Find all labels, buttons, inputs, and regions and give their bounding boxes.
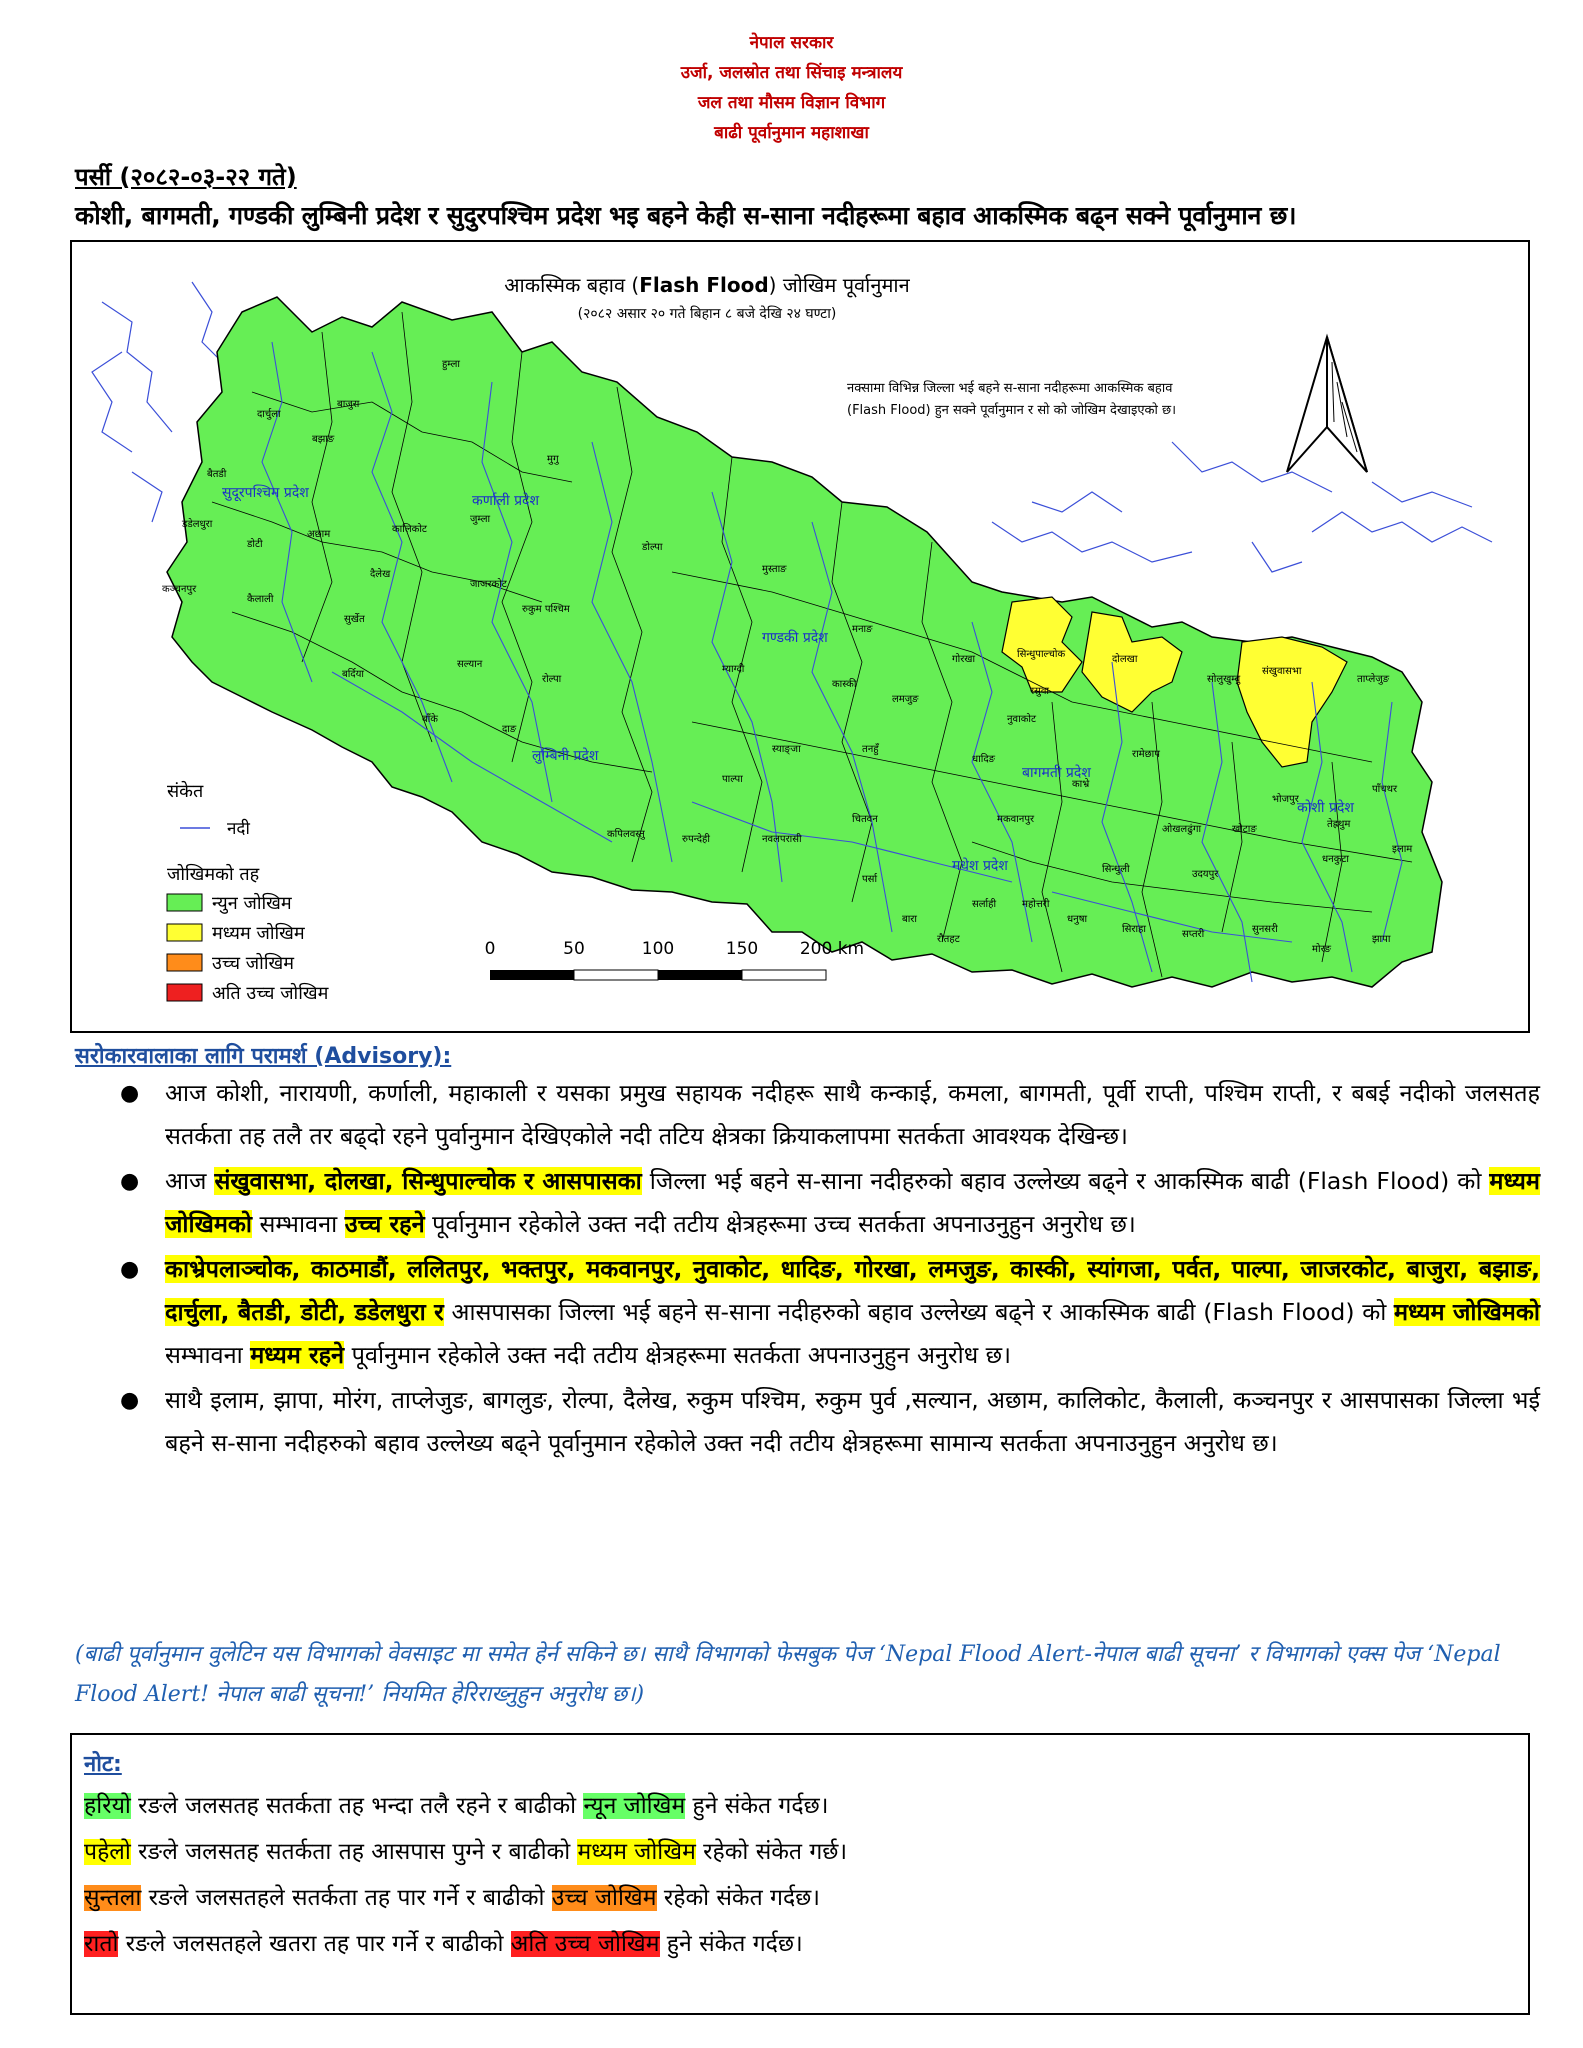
province-label: मधेश प्रदेश xyxy=(952,858,1008,874)
bullet-icon: ● xyxy=(120,1169,140,1194)
district-label: बाजुरा xyxy=(337,399,360,410)
color-note-box xyxy=(70,1733,1530,2015)
map-note-line1: नक्सामा विभिन्न जिल्ला भई बहने स-साना नदीहरूमा आकस्मिक बहाव xyxy=(847,381,1173,396)
district-label: सिन्धुली xyxy=(1102,864,1130,875)
district-label: जाजरकोट xyxy=(470,579,507,590)
district-label: बारा xyxy=(902,914,917,925)
district-label: संखुवासभा xyxy=(1262,666,1302,677)
note-line-orange: सुन्तला रङले जलसतहले सतर्कता तह पार गर्ने र बाढीको उच्च जोखिम रहेको संकेत गर्दछ। xyxy=(84,1885,821,1911)
district-label: सल्यान xyxy=(457,659,483,670)
province-label: कर्णाली प्रदेश xyxy=(472,493,539,509)
district-label: सोलुखुम्बु xyxy=(1207,674,1241,685)
district-label: मनाङ xyxy=(852,624,873,635)
scale-label: 100 xyxy=(641,939,675,959)
header-govt: नेपाल सरकार xyxy=(749,33,834,53)
highlight-districts-high: संखुवासभा, दोलखा, सिन्धुपाल्चोक र आसपासका xyxy=(214,1167,642,1195)
district-label: उदयपुर xyxy=(1192,869,1219,880)
bulletin-note: (बाढी पूर्वानुमान वुलेटिन यस विभागको वेवसाइट मा समेत हेर्न सकिने छ। साथै विभागको फेसबुक पेज ‘Nepal Flood Alert-नेपाल बाढी सूचना’ र विभागको एक्स पेज ‘Nepal Flood Alert! नेपाल बाढी सूचना!’ नियमित हेरिराख्नुहुन अनुरोध छ।) xyxy=(75,1642,1501,1707)
legend-swatch-very-high xyxy=(167,984,202,1001)
province-label: कोशी प्रदेश xyxy=(1297,800,1354,816)
district-label: मोरङ xyxy=(1312,944,1332,955)
district-label: तनहुँ xyxy=(862,744,879,755)
note-line-yellow: पहेलो रङले जलसतह सतर्कता तह आसपास पुग्ने र बाढीको मध्यम जोखिम रहेको संकेत गर्छ। xyxy=(84,1839,848,1865)
district-label: सप्तरी xyxy=(1182,929,1205,940)
map-subtitle: (२०८२ असार २० गते बिहान ८ बजे देखि २४ घण्टा) xyxy=(577,306,837,322)
district-label: खोटाङ xyxy=(1232,824,1257,835)
forecast-date: पर्सी (२०८२-०३-२२ गते) xyxy=(75,163,297,191)
forecast-summary: कोशी, बागमती, गण्डकी लुम्बिनी प्रदेश र सुदुरपश्चिम प्रदेश भइ बहने केही स-साना नदीहरूमा बहाव आकस्मिक बढ्न सक्ने पूर्वानुमान छ। xyxy=(75,201,1297,230)
district-label: रुपन्देही xyxy=(682,834,710,845)
note-line-green: हरियो रङले जलसतह सतर्कता तह भन्दा तलै रहने र बाढीको न्यून जोखिम हुने संकेत गर्दछ। xyxy=(84,1793,829,1819)
district-label: बाँके xyxy=(422,714,438,725)
district-label: म्याग्दी xyxy=(722,664,745,675)
flash-flood-map xyxy=(70,240,1530,1033)
highlight-probability: मध्यम रहने xyxy=(250,1341,345,1369)
district-label: दाङ xyxy=(502,724,517,735)
scale-label: 0 xyxy=(484,939,496,959)
district-label: दैलेख xyxy=(370,569,391,580)
district-label: धनकुटा xyxy=(1322,854,1350,865)
district-label: कालिकोट xyxy=(392,524,427,535)
highlight-districts-medium: काभ्रेपलाञ्चोक, काठमाडौं, ललितपुर, भक्तपुर, मकवानपुर, नुवाकोट, धादिङ, गोरखा, लमजुङ, कास्की, स्यांगजा, पर्वत, पाल्पा, जाजरकोट, बाजुरा, बझाङ, दार्चुला, बैतडी, डोटी, डडेलधुरा र xyxy=(165,1255,1540,1326)
district-label: धादिङ xyxy=(972,754,996,765)
map-note-line2: (Flash Flood) हुन सक्ने पूर्वानुमान र सो को जोखिम देखाइएको छ। xyxy=(847,403,1177,418)
district-label: रामेछाप xyxy=(1132,749,1160,760)
district-label: कपिलवस्तु xyxy=(607,829,645,840)
district-label: रसुवा xyxy=(1030,686,1049,697)
header-division: बाढी पूर्वानुमान महाशाखा xyxy=(714,123,869,143)
legend-swatch-high xyxy=(167,954,202,971)
district-label: दोलखा xyxy=(1112,654,1138,665)
district-label: भोजपुर xyxy=(1272,794,1299,805)
document-header xyxy=(0,28,1583,148)
district-label: चितवन xyxy=(852,814,878,825)
district-label: महोत्तरी xyxy=(1022,899,1050,910)
district-label: बैतडी xyxy=(207,469,227,480)
scale-label: 200 km xyxy=(799,939,865,959)
district-label: गोरखा xyxy=(952,654,976,665)
legend-label-medium: मध्यम जोखिम xyxy=(212,923,305,944)
district-label: नुवाकोट xyxy=(1007,714,1037,725)
district-label: बर्दिया xyxy=(342,669,364,680)
district-label: झापा xyxy=(1372,934,1391,945)
province-label: लुम्बिनी प्रदेश xyxy=(532,748,599,764)
province-label: बागमती प्रदेश xyxy=(1022,765,1091,781)
highlight-probability: उच्च रहने xyxy=(344,1210,425,1238)
district-label: तेह्रथुम xyxy=(1327,819,1351,830)
district-label: सिन्धुपाल्चोक xyxy=(1017,649,1066,660)
province-label: गण्डकी प्रदेश xyxy=(762,630,828,646)
scale-bar xyxy=(485,939,865,980)
river-network-ne xyxy=(992,442,1492,572)
district-label: पाल्पा xyxy=(722,774,743,785)
bullet-icon: ● xyxy=(120,1257,140,1282)
legend-title: संकेत xyxy=(167,781,204,802)
district-label: सुर्खेत xyxy=(344,614,365,625)
province-label: सुदूरपश्चिम प्रदेश xyxy=(222,485,309,501)
district-label: स्याङ्जा xyxy=(772,744,801,755)
header-department: जल तथा मौसम विज्ञान विभाग xyxy=(697,93,886,113)
highlight-risk: मध्यम जोखिमको xyxy=(165,1167,1540,1238)
bullet-icon: ● xyxy=(120,1081,140,1106)
bullet-icon: ● xyxy=(120,1388,140,1413)
district-label: सुनसरी xyxy=(1252,924,1278,935)
district-label: हुम्ला xyxy=(442,359,460,370)
district-label: डोल्पा xyxy=(642,542,663,553)
legend-label-very-high: अति उच्च जोखिम xyxy=(212,983,329,1004)
advisory-item: ● काभ्रेपलाञ्चोक, काठमाडौं, ललितपुर, भक्तपुर, मकवानपुर, नुवाकोट, धादिङ, गोरखा, लमजुङ, कास्की, स्यांगजा, पर्वत, पाल्पा, जाजरकोट, बाजुरा, बझाङ, दार्चुला, बैतडी, डोटी, डडेलधुरा र आसपासका जिल्ला भई बहने स-साना नदीहरुको बहाव उल्लेख्य बढ्ने र आकस्मिक बाढी (Flash Flood) को मध्यम जोखिमको सम्भावना मध्यम रहने पूर्वानुमान रहेकोले उक्त नदी तटीय क्षेत्रहरूमा सतर्कता अपनाउनुहुन अनुरोध छ। xyxy=(110,1248,1540,1377)
district-label: डोटी xyxy=(247,539,263,550)
district-label: सर्लाही xyxy=(972,899,997,910)
district-label: कैलाली xyxy=(247,594,274,605)
legend-river-label: नदी xyxy=(227,819,250,839)
district-label: ओखलढुंगा xyxy=(1162,824,1202,835)
district-label: कास्की xyxy=(832,679,857,690)
advisory-item: ● साथै इलाम, झापा, मोरंग, ताप्लेजुङ, बागलुङ, रोल्पा, दैलेख, रुकुम पश्चिम, रुकुम पुर्व ,सल्यान, अछाम, कालिकोट, कैलाली, कञ्चनपुर र आसपासका जिल्ला भई बहने स-साना नदीहरुको बहाव उल्लेख्य बढ्ने पूर्वानुमान रहेकोले उक्त नदी तटीय क्षेत्रहरूमा सामान्य सतर्कता अपनाउनुहुन अनुरोध छ। xyxy=(110,1379,1540,1465)
risk-legend-title: जोखिमको तह xyxy=(167,864,260,885)
map-title: आकस्मिक बहाव (Flash Flood) जोखिम पूर्वानुमान xyxy=(504,273,910,297)
district-label: जुम्ला xyxy=(470,514,491,525)
legend-label-low: न्युन जोखिम xyxy=(212,893,292,914)
district-label: पर्सा xyxy=(862,874,878,885)
district-label: पाँचथर xyxy=(1372,784,1398,795)
district-label: इलाम xyxy=(1392,844,1413,855)
district-label: रोल्पा xyxy=(542,674,562,685)
header-ministry: उर्जा, जलस्रोत तथा सिंचाइ मन्त्रालय xyxy=(680,63,903,83)
legend-swatch-low xyxy=(167,894,202,911)
advisory-list xyxy=(110,1072,1540,1467)
scale-label: 150 xyxy=(725,939,759,959)
map-legend xyxy=(167,780,330,1004)
district-label: कञ्चनपुर xyxy=(162,584,197,595)
district-label: रुकुम पश्चिम xyxy=(522,604,570,615)
district-label: ताप्लेजुङ xyxy=(1357,674,1390,685)
district-label: काभ्रे xyxy=(1072,779,1090,790)
district-label: रौतहट xyxy=(937,934,960,945)
district-label: मुगु xyxy=(547,454,559,465)
district-label: धनुषा xyxy=(1067,914,1088,925)
highlight-risk: मध्यम जोखिमको xyxy=(1394,1298,1540,1326)
note-title: नोट: xyxy=(84,1752,122,1777)
advisory-item: ● आज संखुवासभा, दोलखा, सिन्धुपाल्चोक र आसपासका जिल्ला भई बहने स-साना नदीहरुको बहाव उल्लेख्य बढ्ने र आकस्मिक बाढी (Flash Flood) को मध्यम जोखिमको सम्भावना उच्च रहने पूर्वानुमान रहेकोले उक्त नदी तटीय क्षेत्रहरूमा उच्च सतर्कता अपनाउनुहुन अनुरोध छ। xyxy=(110,1160,1540,1246)
district-label: बझाङ xyxy=(312,434,335,445)
district-label: मुस्ताङ xyxy=(762,564,787,575)
legend-swatch-medium xyxy=(167,924,202,941)
district-label: नवलपरासी xyxy=(762,834,802,845)
advisory-title: सरोकारवालाका लागि परामर्श (Advisory): xyxy=(75,1044,452,1069)
district-label: दार्चुला xyxy=(257,409,281,420)
advisory-item: ● आज कोशी, नारायणी, कर्णाली, महाकाली र यसका प्रमुख सहायक नदीहरू साथै कन्काई, कमला, बागमती, पूर्वी राप्ती, पश्चिम राप्ती, र बबई नदीको जलसतह सतर्कता तह तलै तर बढ्दो रहने पुर्वानुमान देखिएकोले नदी तटिय क्षेत्रका क्रियाकलापमा सतर्कता आवश्यक देखिन्छ। xyxy=(110,1072,1540,1158)
district-label: सिराहा xyxy=(1122,924,1146,935)
district-label: डडेलधुरा xyxy=(182,519,213,530)
note-line-red: रातो रङले जलसतहले खतरा तह पार गर्ने र बाढीको अति उच्च जोखिम हुने संकेत गर्दछ। xyxy=(84,1931,803,1957)
scale-label: 50 xyxy=(563,939,585,959)
legend-label-high: उच्च जोखिम xyxy=(212,953,294,974)
north-arrow-icon xyxy=(1287,337,1367,472)
district-label: मकवानपुर xyxy=(997,814,1035,825)
district-label: अछाम xyxy=(307,529,331,540)
map-canvas xyxy=(72,242,1528,1031)
district-label: लमजुङ xyxy=(892,694,919,705)
